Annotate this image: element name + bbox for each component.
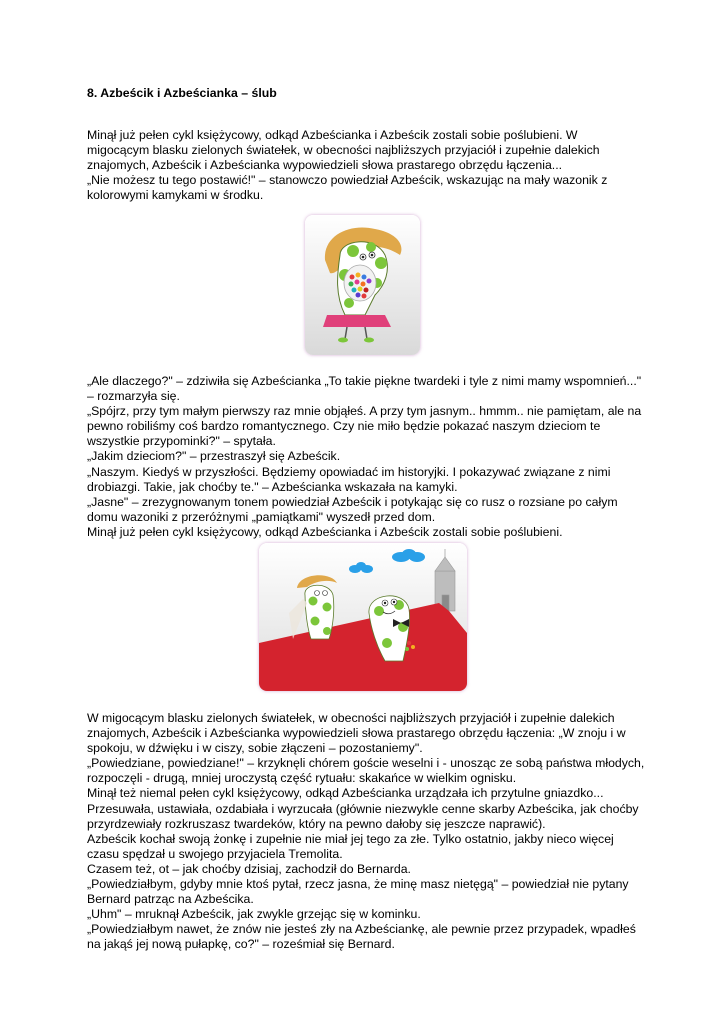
- paragraph-3: [87, 711, 667, 953]
- text-line: W migocącym blasku zielonych światełek, w obecności najbliższych przyjaciół i zupełnie dalekich: [87, 711, 615, 725]
- illustration-azbescianka-vase: [305, 215, 420, 355]
- text-line: czasu spędzał u swojego przyjaciela Tremolita.: [87, 846, 343, 861]
- text-line: Minął też niemal pełen cykl księżycowy, odkąd Azbeścianka urządzała ich przytulne gniazdko...: [87, 786, 604, 801]
- text-line: pewno robiliśmy coś bardzo romantycznego. Czy nie miło będzie pokazać naszym dzieciom te: [87, 419, 601, 434]
- text-line: rozpoczęli - drugą, mniej uroczystą część rytuału: skakańce w wielkim ognisku.: [87, 771, 517, 786]
- text-line: „Jakim dzieciom?" – przestraszył się Azbeścik.: [87, 449, 341, 464]
- text-line: Azbeścik kochał swoją żonkę i zupełnie nie miał jej tego za złe. Tylko ostatnio, jakby nieco więcej: [87, 831, 614, 846]
- text-line: na jakąś jej nową pułapkę, co?" – roześmiał się Bernard.: [87, 937, 395, 952]
- text-line: „Naszym. Kiedyś w przyszłości. Będziemy opowiadać im historyjki. I pokazywać związane z nimi: [87, 464, 611, 479]
- text-line: Czasem też, ot – jak choćby dzisiaj, zachodził do Bernarda.: [87, 861, 411, 876]
- text-line: Przesuwała, ustawiała, ozdabiała i wyrzucała (głównie niezwykle cenne skarby Azbeścika, jak choćby: [87, 801, 639, 816]
- text-line: znajomych, Azbeścik i Azbeścianka wypowiedzieli słowa prastarego obrzędu łączenia...: [87, 158, 563, 173]
- text-line: – rozmarzyła się.: [87, 389, 180, 404]
- text-line: „Powiedziałbym, gdyby mnie ktoś pytał, rzecz jasna, że minę masz nietęgą" – powiedział nie pytany: [87, 877, 629, 892]
- text-line: znajomych, Azbeścik i Azbeścianka wypowiedzieli słowa prastarego obrzędu łączenia: „W znoju i w: [87, 726, 626, 741]
- text-line: domu wazoniki z przeróżnymi „pamiątkami" wyszedł przed dom.: [87, 509, 436, 524]
- text-line: Minął już pełen cykl księżycowy, odkąd Azbeścianka i Azbeścik zostali sobie poślubieni. W: [87, 128, 578, 142]
- text-line: spokoju, w dźwięku i w ciszy, sobie złączeni – pozostaniemy".: [87, 741, 423, 756]
- text-line: przyrdzewiały rozkruszasz twardeków, który na pewno dałoby się jeszcze naprawić).: [87, 816, 546, 831]
- text-line: „Powiedziałbym nawet, że znów nie jesteś zły na Azbeściankę, ale pewnie przez przypadek, wpadłeś: [87, 922, 636, 937]
- text-line: drobiazgi. Takie, jak choćby te." – Azbeścianka wskazała na kamyki.: [87, 479, 458, 494]
- text-line: „Jasne" – zrezygnowanym tonem powiedział Azbeścik i potykając się co rusz o rozsiane po całym: [87, 494, 618, 509]
- paragraph-1: [87, 128, 667, 203]
- text-line: Bernard patrząc na Azbeścika.: [87, 892, 254, 907]
- text-line: „Spójrz, przy tym małym pierwszy raz mnie objąłeś. A przy tym jasnym.. hmmm.. nie pamiętam, ale na: [87, 404, 642, 419]
- text-line: „Nie możesz tu tego postawić!" – stanowczo powiedział Azbeścik, wskazując na mały wazonik z: [87, 173, 608, 188]
- text-line: wszystkie przypominki?" – spytała.: [87, 434, 276, 449]
- text-line: kolorowymi kamykami w środku.: [87, 188, 264, 203]
- text-line: „Uhm" – mruknął Azbeścik, jak zwykle grzejąc się w kominku.: [87, 907, 421, 922]
- text-line: Minął już pełen cykl księżycowy, odkąd Azbeścianka i Azbeścik zostali sobie poślubieni.: [87, 524, 563, 539]
- text-line: „Powiedziane, powiedziane!" – krzyknęli chórem goście weselni i - unosząc ze sobą państwa młodych,: [87, 756, 645, 771]
- text-line: „Ale dlaczego?" – zdziwiła się Azbeścianka „To takie piękne twardeki i tyle z nimi mamy wspomnień...": [87, 374, 642, 388]
- text-line: migocącym blasku zielonych światełek, w obecności najbliższych przyjaciół i zupełnie dalekich: [87, 143, 600, 158]
- paragraph-2: [87, 374, 667, 540]
- illustration-wedding-scene: [259, 543, 467, 691]
- chapter-title: 8. Azbeścik i Azbeścianka – ślub: [87, 86, 277, 100]
